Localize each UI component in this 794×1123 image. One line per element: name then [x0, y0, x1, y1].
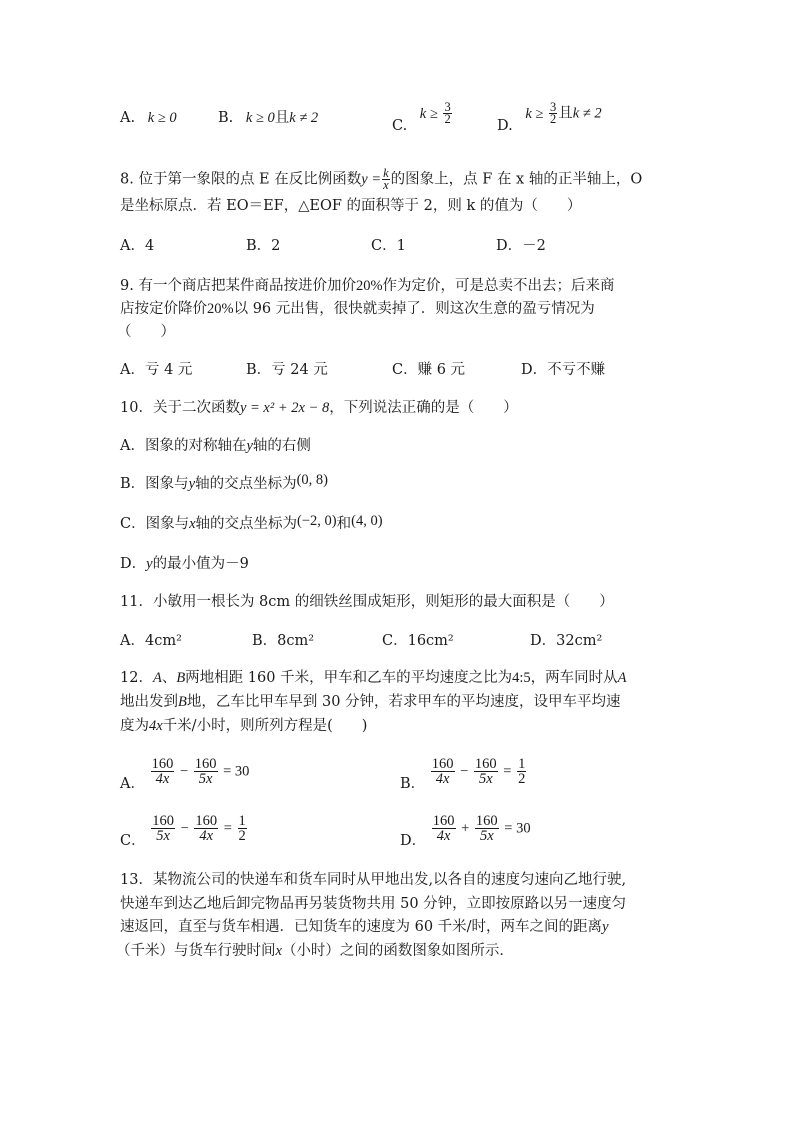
q7-option-b[interactable]: B. k ≥ 0且k ≠ 2 [218, 110, 319, 126]
q13-line-4: （千米）与货车行驶时间x（小时）之间的函数图象如图所示． [116, 943, 514, 959]
q11-stem: 11．小敏用一根长为 8cm 的细铁丝围成矩形，则矩形的最大面积是（ ） [120, 594, 614, 610]
q13-line-3: 速返回，直至与货车相遇．已知货车的速度为 60 千米/时，两车之间的距离y [120, 919, 609, 935]
q8-option-c[interactable]: C．1 [371, 238, 406, 254]
fraction: $\frac{160}{5x}$ [152, 813, 174, 844]
q11-option-a[interactable]: A．4cm² [120, 633, 182, 649]
q8-option-d[interactable]: D．－2 [496, 238, 546, 254]
q12-option-a[interactable]: A． $\frac{160}{4x}$ − $\frac{160}{5x}$ = 30 [120, 756, 250, 792]
q12-line-3: 度为4x千米/小时，则所列方程是( ) [120, 718, 368, 734]
q12-line-1: 12．A、B两地相距 160 千米，甲车和乙车的平均速度之比为4:5，两车同时从A [120, 670, 627, 686]
q9-option-d[interactable]: D．不亏不赚 [521, 362, 606, 378]
q10-option-d[interactable]: D．y的最小值为－9 [120, 556, 249, 572]
q12-option-c[interactable]: C． $\frac{160}{5x}$ − $\frac{160}{4x}$ = $\frac{1}{2}$ [120, 813, 246, 849]
fraction: $\frac{160}{5x}$ [475, 813, 498, 844]
q9-option-a[interactable]: A．亏 4 元 [120, 362, 193, 378]
q7-option-d[interactable]: D. k ≥ $\frac{3}{2}$ 且k ≠ 2 [497, 100, 602, 134]
q8-line-1: 8. 位于第一象限的点 E 在反比例函数y = $\frac{k}{x}$ 的图象上，点 F 在 x 轴的正半轴上，O [120, 166, 643, 192]
q9-line-1: 9. 有一个商店把某件商品按进价加价20%作为定价，可是总卖不出去；后来商 [120, 278, 615, 294]
q12-line-2: 地出发到B地，乙车比甲车早到 30 分钟，若求甲车的平均速度，设甲车平均速 [120, 694, 621, 710]
fraction-three-halves: $\frac{3}{2}$ [444, 100, 451, 126]
q8-option-a[interactable]: A．4 [120, 238, 155, 254]
q11-option-b[interactable]: B．8cm² [252, 633, 315, 649]
q13-line-2: 快递车到达乙地后卸完物品再另装货物共用 50 分钟，立即按原路以另一速度匀 [120, 896, 627, 912]
q10-option-a[interactable]: A．图象的对称轴在y轴的右侧 [120, 438, 311, 454]
q8-line-2: 是坐标原点．若 EO＝EF，△EOF 的面积等于 2，则 k 的值为（ ） [120, 198, 582, 214]
fraction: $\frac{160}{4x}$ [151, 756, 174, 787]
fraction: $\frac{160}{5x}$ [474, 756, 497, 787]
q9-line-2: 店按定价降价20%以 96 元出售，很快就卖掉了．则这次生意的盈亏情况为 [120, 301, 595, 317]
q11-option-d[interactable]: D．32cm² [530, 633, 603, 649]
q9-option-b[interactable]: B．亏 24 元 [246, 362, 328, 378]
q7-option-c[interactable]: C. k ≥ $\frac{3}{2}$ [392, 100, 451, 134]
q8-option-b[interactable]: B．2 [246, 238, 281, 254]
q12-option-d[interactable]: D． $\frac{160}{4x}$ + $\frac{160}{5x}$ = 30 [400, 813, 531, 849]
q9-line-3: （ ） [117, 324, 175, 340]
fraction-one-half: $\frac{1}{2}$ [518, 756, 526, 787]
fraction-k-over-x: $\frac{k}{x}$ [383, 166, 389, 192]
q9-option-c[interactable]: C．赚 6 元 [392, 362, 466, 378]
q13-line-1: 13．某物流公司的快递车和货车同时从甲地出发,以各自的速度匀速向乙地行驶, [120, 872, 627, 888]
q11-option-c[interactable]: C．16cm² [382, 633, 454, 649]
fraction: $\frac{160}{4x}$ [431, 756, 454, 787]
fraction-one-half: $\frac{1}{2}$ [238, 813, 246, 844]
q10-stem: 10．关于二次函数y = x² + 2x − 8，下列说法正确的是（ ） [120, 400, 518, 416]
q7-option-a[interactable]: A. k ≥ 0 [120, 110, 177, 126]
fraction: $\frac{160}{4x}$ [195, 813, 218, 844]
q10-option-c[interactable]: C．图象与x轴的交点坐标为(−2, 0)和(4, 0) [120, 513, 383, 532]
q10-option-b[interactable]: B．图象与y轴的交点坐标为(0, 8) [120, 472, 329, 492]
fraction: $\frac{160}{5x}$ [194, 756, 217, 787]
fraction-three-halves: $\frac{3}{2}$ [549, 100, 557, 126]
q12-option-b[interactable]: B． $\frac{160}{4x}$ − $\frac{160}{5x}$ = $\frac{1}{2}$ [400, 756, 526, 792]
fraction: $\frac{160}{4x}$ [432, 813, 455, 844]
